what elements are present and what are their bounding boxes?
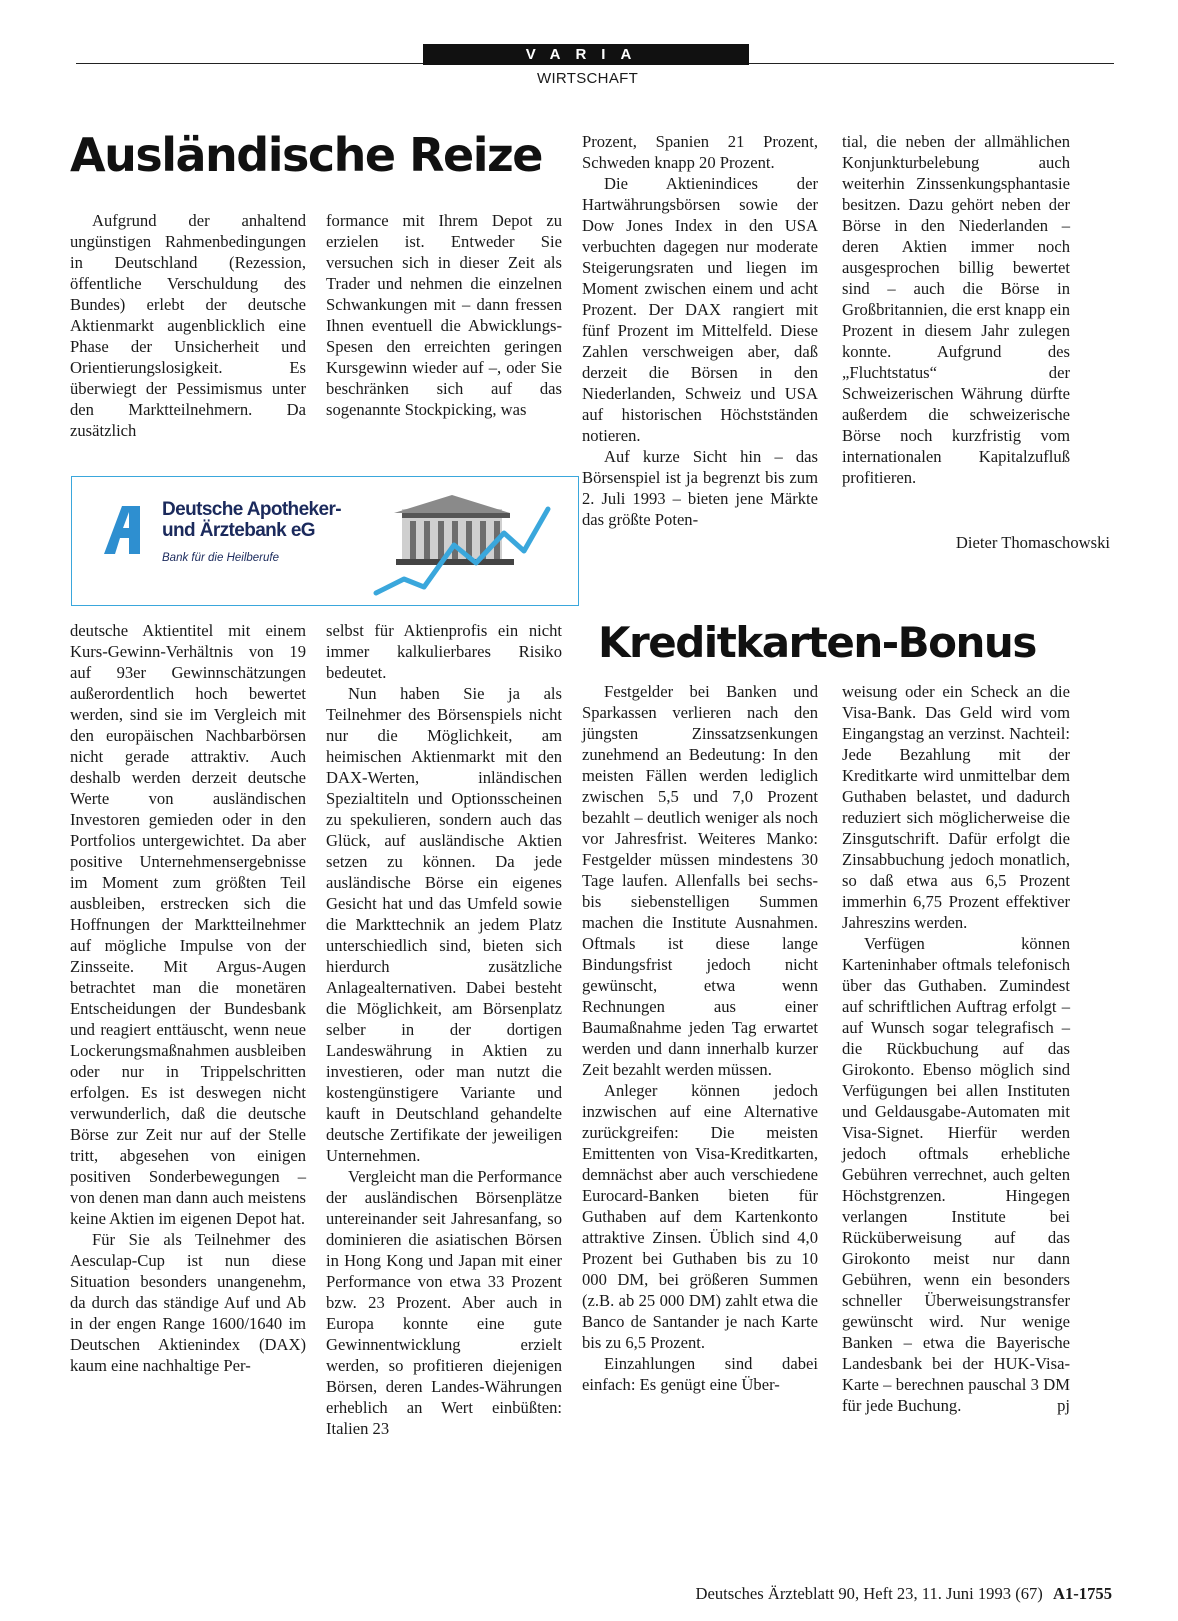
journal-citation: Deutsches Ärzteblatt 90, Heft 23, 11. Juni 1993 (67) [695,1584,1043,1603]
article1-col1-top [70,210,306,441]
paragraph: Nun haben Sie ja als Teilnehmer des Börsenspiels nicht nur die Möglichkeit, am heimischen Aktienmarkt mit den DAX-Werten, inländischen Spezialtiteln und Optionsscheinen zu spekulieren, sondern auch das Glück, auf ausländische Aktien setzen zu können. Da jede ausländische Börse ein eigenes Gesicht hat und das Umfeld sowie die Markttechnik an jedem Platz unterschiedlich sind, bieten sich hierdurch zusätzliche Anlagealternativen. Dabei besteht die Möglichkeit, am Börsenplatz selber in der dortigen Landeswährung in Aktien zu investieren, oder man nutzt die kostengünstigere Variante und kauft in Deutschland gehandelte deutsche Zertifikate der jeweiligen Unternehmen. [326,684,562,1165]
article1-col2-bottom [326,620,562,1439]
paragraph: Aufgrund der anhaltend ungünstigen Rahmenbedingungen in Deutschland (Rezession, öffentliche Verschuldung des Bundes) erlebt der deutsche Aktienmarkt augenblicklich eine Phase der Unsicherheit und Orientierungslosigkeit. Es überwiegt der Pessimismus unter den Marktteilnehmern. Da zusätzlich [70,211,306,440]
paragraph: deutsche Aktientitel mit einem Kurs-Gewinn-Verhältnis von 19 auf 93er Gewinnschätzungen außerordentlich hoch bewertet werden, sind sie im Vergleich mit den europäischen Nachbarbörsen nicht gerade attraktiv. Auch deshalb werden derzeit deutsche Werte von ausländischen Investoren gemieden oder in den Portfolios untergewichtet. Da aber positive Unternehmensergebnisse im Moment zum größten Teil ausbleiben, erstrecken sich die Hoffnungen der Marktteilnehmer auf mögliche Impulse von der Zinsseite. Mit Argus-Augen betrachtet man die monetären Entscheidungen der Bundesbank und reagiert enttäuscht, wenn neue Lockerungsmaßnahmen ausbleiben oder nur in Trippelschritten erfolgen. Es ist deswegen nicht verwunderlich, daß die deutsche Börse zur Zeit nur auf der Stelle tritt, abgesehen von einigen positiven Sonderbewegungen – von denen man dann auch meistens keine Aktien im eigenen Depot hat. [70,621,306,1228]
paragraph: Für Sie als Teilnehmer des Aesculap-Cup ist nun diese Situation besonders unangenehm, da durch das ständige Auf und Ab in der engen Range 1600/1640 im Deutschen Aktienindex (DAX) kaum eine nachhaltige Per- [70,1230,306,1375]
article1-col1-bottom [70,620,306,1376]
paragraph: Anleger können jedoch inzwischen auf eine Alternative zurückgreifen: Die meisten Emittenten von Visa-Kreditkarten, demnächst aber auch verschiedene Eurocard-Banken bieten für Guthaben auf dem Kartenkonto attraktive Zinsen. Üblich sind 4,0 Prozent bei Guthaben bis zu 10 000 DM, bei größeren Summen (z.B. ab 25 000 DM) zahlt etwa die Banco de Santander je nach Karte bis zu 6,5 Prozent. [582,1081,818,1352]
paragraph: selbst für Aktienprofis ein nicht immer kalkulierbares Risiko bedeutet. [326,621,562,682]
article2-col2 [842,681,1070,1416]
paragraph: formance mit Ihrem Depot zu erzielen ist. Entweder Sie versuchen sich in dieser Zeit als Trader und nehmen die einzelnen Schwankungen mit – dann fressen Ihnen eventuell die Abwicklungs-Spesen den erreichten geringen Kursgewinn wieder auf –, oder Sie beschränken sich auf das sogenannte Stockpicking, was [326,211,562,419]
stock-exchange-chart-icon [372,487,572,597]
article1-col2-top [326,210,562,420]
page-number: A1-1755 [1053,1584,1112,1603]
paragraph: Auf kurze Sicht hin – das Börsenspiel ist ja begrenzt bis zum 2. Juli 1993 – bieten jene Märkte das größte Poten- [582,447,818,529]
paragraph: tial, die neben der allmählichen Konjunkturbelebung auch weiterhin Zinssenkungsphantasie besitzen. Dazu gehört neben der Börse in den Niederlanden – deren Aktien immer noch ausgesprochen billig bewertet sind – auch die Börse in Großbritannien, die erst knapp ein Prozent in diesem Jahr zulegen konnte. Aufgrund des „Fluchtstatus“ der Schweizerischen Währung dürfte außerdem die schweizerische Börse noch kurzfristig vom internationalen Kapitalzufluß profitieren. [842,132,1070,487]
bank-name-line1: Deutsche Apotheker- [162,499,341,520]
paragraph: Vergleicht man die Performance der ausländischen Börsenplätze untereinander seit Jahresanfang, so dominieren die asiatischen Börsen in Hong Kong und Japan mit einer Performance von etwa 33 Prozent bzw. 23 Prozent. Aber auch in Europa konnte eine gute Gewinnentwicklung erzielt werden, so profitieren diejenigen Börsen, deren Landes-Währungen erheblich an Wert einbüßten: Italien 23 [326,1167,562,1438]
paragraph: Die Aktienindices der Hartwährungsbörsen sowie der Dow Jones Index in den USA verbuchten dagegen nur moderate Steigerungsraten und liegen im Moment zwischen einem und acht Prozent. Der DAX rangiert mit fünf Prozent im Mittelfeld. Diese Zahlen verschweigen aber, daß derzeit die Börsen in den Niederlanden, Schweiz und USA auf historischen Höchstständen notieren. [582,174,818,445]
article1-col4 [842,131,1070,488]
subsection-label: WIRTSCHAFT [537,70,639,87]
paragraph [842,933,1070,1416]
paragraph-text: Verfügen können Karteninhaber oftmals telefonisch über das Guthaben. Zumindest auf schriftlichen Auftrag erfolgt – auf Wunsch sogar telegrafisch – die Rückbuchung auf das Girokonto. Ebenso möglich sind Verfügungen bei allen Instituten und Geldausgabe-Automaten mit Visa-Signet. Hierfür werden jedoch oftmals erhebliche Gebühren verrechnet, auch gelten Höchstgrenzen. Hingegen verlangen Institute bei Rücküberweisung auf das Girokonto meist nur dann Gebühren, wenn ein besonders schneller Überweisungstransfer gewünscht wird. Nur wenige Banken – etwa die Bayerische Landesbank bei der HUK-Visa-Karte – berechnen pauschal 3 DM für jede Buchung. [842,934,1070,1415]
bank-tagline: Bank für die Heilberufe [162,552,279,564]
author-initials: pj [1057,1396,1070,1415]
bank-logo-a-icon [100,504,152,556]
paragraph: Festgelder bei Banken und Sparkassen verlieren nach den jüngsten Zinssatzsenkungen zunehmend an Bedeutung: In den meisten Fällen werden lediglich zwischen 5,5 und 7,0 Prozent bezahlt – deutlich weniger als noch vor Jahresfrist. Weiteres Manko: Festgelder müssen mindestens 30 Tage laufen. Allenfalls bei sechs- bis siebenstelligen Summen machen die Institute Ausnahmen. Oftmals ist diese lange Bindungsfrist jedoch nicht gewünscht, etwa wenn Rechnungen aus einer Baumaßnahme jeden Tag erwartet werden und dann innerhalb kurzer Zeit bezahlt werden müssen. [582,682,818,1079]
article-title-kreditkarten-bonus: Kreditkarten-Bonus [598,618,1036,667]
author-byline: Dieter Thomaschowski [955,533,1110,552]
section-label: VARIA [423,44,749,65]
bank-name [162,499,341,541]
paragraph: weisung oder ein Scheck an die Visa-Bank. Das Geld wird vom Eingangstag an verzinst. Nachteil: Jede Bezahlung mit der Kreditkarte wird unmittelbar dem Guthaben belastet, und dadurch reduziert sich möglicherweise die Zinsgutschrift. Dafür erfolgt die Zinsabbuchung jedoch monatlich, so daß etwa aus 6,5 Prozent immerhin 6,75 Prozent effektiver Jahreszins werden. [842,682,1070,932]
article2-col1 [582,681,818,1395]
bank-name-line2: und Ärztebank eG [162,520,315,541]
paragraph: Einzahlungen sind dabei einfach: Es genügt eine Über- [582,1354,818,1394]
paragraph: Prozent, Spanien 21 Prozent, Schweden knapp 20 Prozent. [582,132,818,172]
article-title-auslaendische-reize: Ausländische Reize [70,128,542,182]
article1-col3 [582,131,818,530]
page-footer [592,1584,1112,1604]
bank-advertisement [71,476,579,606]
